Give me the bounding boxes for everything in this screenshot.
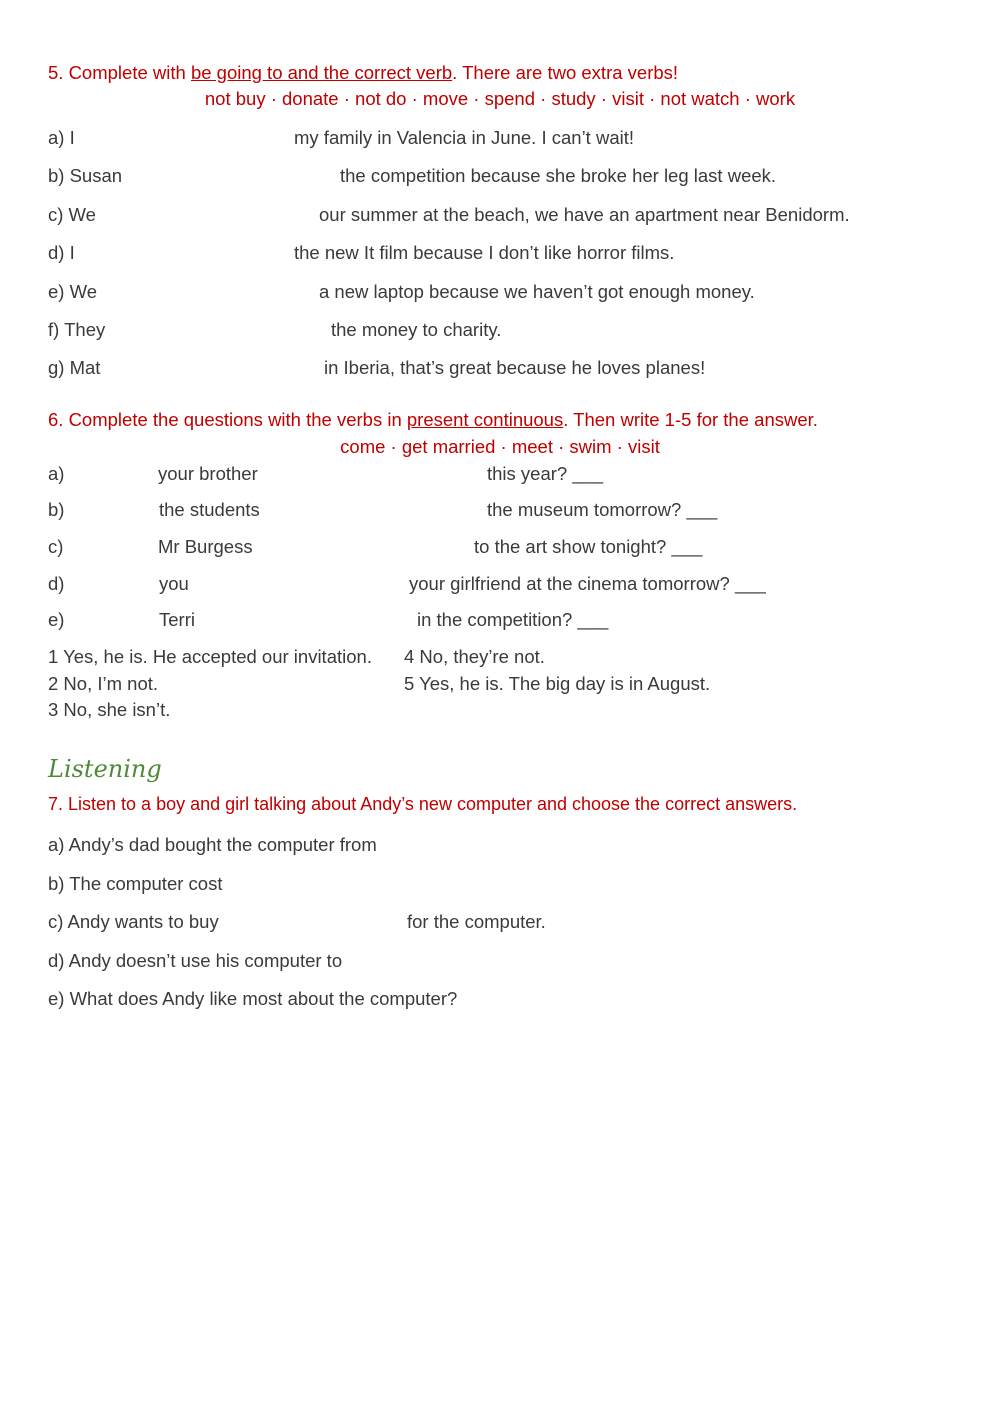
ex6-answer-5: 5 Yes, he is. The big day is in August. — [404, 673, 711, 694]
ex6-item-c-subject: Mr Burgess — [158, 536, 253, 557]
ex6-item-d-letter: d) — [48, 573, 65, 594]
ex7-item-d: d) Andy doesn’t use his computer to — [48, 950, 343, 971]
ex6-title — [48, 409, 818, 431]
ex6-answer-2: 2 No, I’m not. — [48, 673, 159, 694]
ex5-title-underlined: be going to and the correct verb — [190, 62, 453, 83]
ex6-title-part2: . Then write 1-5 for the answer. — [563, 409, 818, 430]
ex7-item-c-label: c) Andy wants to buy — [48, 911, 219, 932]
ex5-title-part2: . There are two extra verbs! — [452, 62, 679, 83]
ex6-item-b-text: the museum tomorrow? ___ — [487, 499, 718, 520]
ex6-item-e-subject: Terri — [159, 609, 195, 630]
ex5-item-b-text: the competition because she broke her leg last week. — [340, 165, 777, 186]
ex6-word-bank: come · get married · meet · swim · visit — [340, 436, 660, 457]
ex5-item-e-label: e) We — [48, 281, 98, 302]
ex6-answer-1: 1 Yes, he is. He accepted our invitation. — [48, 646, 372, 667]
ex6-item-c-text: to the art show tonight? ___ — [474, 536, 703, 557]
ex5-title-part1: 5. Complete with — [48, 62, 191, 83]
ex5-item-a-label: a) I — [48, 127, 75, 148]
ex6-title-underlined: present continuous — [406, 409, 564, 430]
ex7-item-a: a) Andy’s dad bought the computer from — [48, 834, 377, 855]
ex5-item-g-label: g) Mat — [48, 357, 101, 378]
ex6-item-c-letter: c) — [48, 536, 64, 557]
ex5-item-e-text: a new laptop because we haven’t got enough money. — [319, 281, 755, 302]
ex6-title-part1: 6. Complete the questions with the verbs in — [48, 409, 407, 430]
ex6-item-b-letter: b) — [48, 499, 65, 520]
ex5-title — [48, 62, 678, 84]
ex7-title: 7. Listen to a boy and girl talking about Andy’s new computer and choose the correct answers. — [48, 794, 798, 814]
ex6-item-e-text: in the competition? ___ — [417, 609, 609, 630]
ex5-item-d-label: d) I — [48, 242, 75, 263]
ex7-item-e: e) What does Andy like most about the computer? — [48, 988, 458, 1009]
ex5-item-d-text: the new It film because I don’t like horror films. — [294, 242, 675, 263]
ex5-item-c-text: our summer at the beach, we have an apartment near Benidorm. — [319, 204, 850, 225]
ex7-item-c-text: for the computer. — [407, 911, 546, 932]
ex5-item-b-label: b) Susan — [48, 165, 123, 186]
ex5-item-g-text: in Iberia, that’s great because he loves planes! — [324, 357, 706, 378]
ex6-item-d-text: your girlfriend at the cinema tomorrow? ___ — [409, 573, 766, 594]
listening-heading: Listening — [48, 755, 162, 783]
ex5-item-c-label: c) We — [48, 204, 96, 225]
ex6-item-a-text: this year? ___ — [487, 463, 604, 484]
ex6-item-a-letter: a) — [48, 463, 65, 484]
ex5-word-bank: not buy · donate · not do · move · spend · study · visit · not watch · work — [204, 88, 796, 109]
ex5-item-f-text: the money to charity. — [331, 319, 502, 340]
ex6-item-b-subject: the students — [159, 499, 260, 520]
ex6-item-a-subject: your brother — [158, 463, 258, 484]
ex6-answer-3: 3 No, she isn’t. — [48, 699, 171, 720]
ex6-item-d-subject: you — [159, 573, 189, 594]
ex6-answer-4: 4 No, they’re not. — [404, 646, 545, 667]
ex5-item-f-label: f) They — [48, 319, 106, 340]
ex6-item-e-letter: e) — [48, 609, 65, 630]
ex5-item-a-text: my family in Valencia in June. I can’t wait! — [294, 127, 634, 148]
ex7-item-b: b) The computer cost — [48, 873, 223, 894]
